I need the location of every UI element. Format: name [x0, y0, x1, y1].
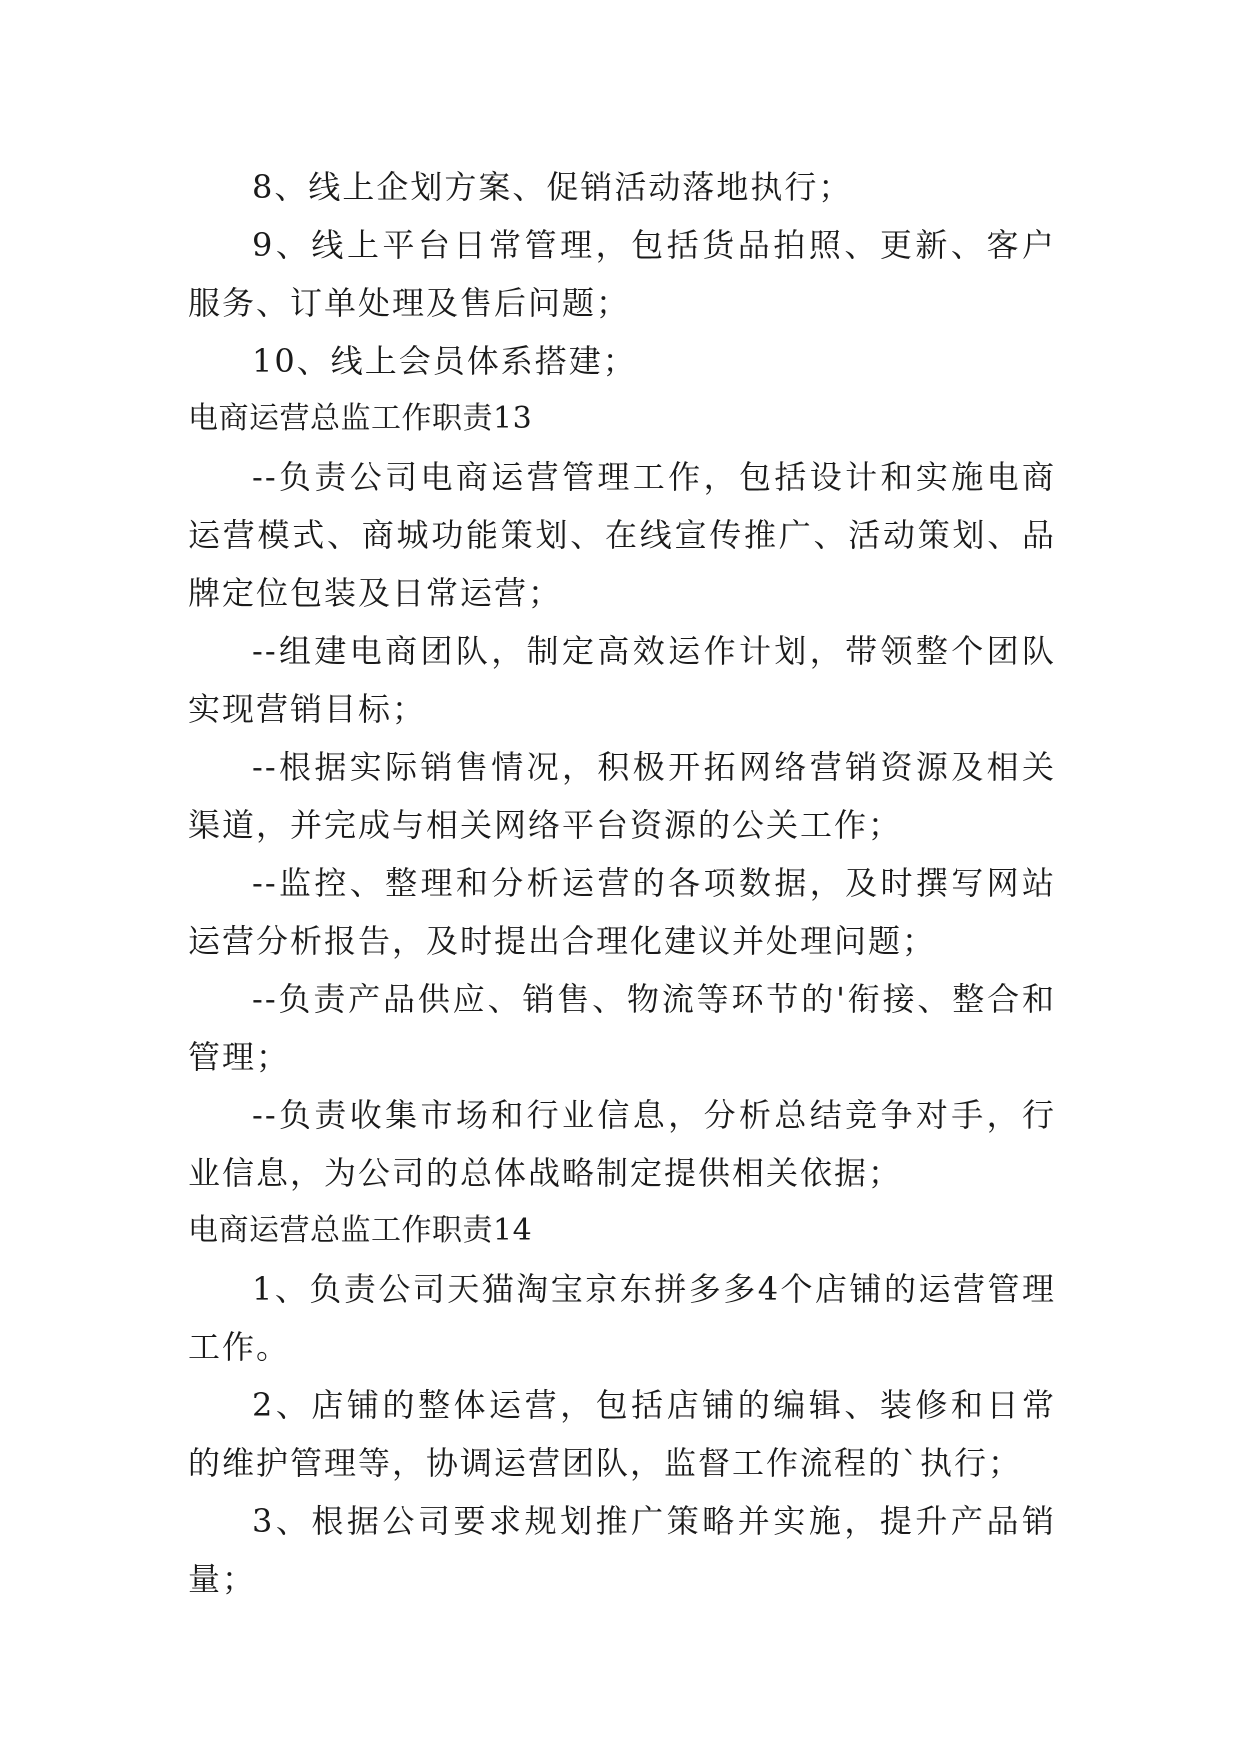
section-heading: 电商运营总监工作职责13 [188, 401, 533, 436]
list-item: 2、店铺的整体运营，包括店铺的编辑、装修和日常的维护管理等，协调运营团队，监督工作流程的`执行； [188, 1386, 1056, 1482]
list-item: 3、根据公司要求规划推广策略并实施，提升产品销量； [188, 1502, 1056, 1598]
list-item: --负责产品供应、销售、物流等环节的'衔接、整合和管理； [188, 980, 1056, 1076]
list-item: --负责公司电商运营管理工作，包括设计和实施电商运营模式、商城功能策划、在线宣传推广、活动策划、品牌定位包装及日常运营； [188, 458, 1056, 612]
section-heading: 电商运营总监工作职责14 [188, 1213, 533, 1248]
list-item: 10、线上会员体系搭建； [252, 342, 637, 380]
document-body [188, 158, 1056, 1608]
list-item: --监控、整理和分析运营的各项数据，及时撰写网站运营分析报告，及时提出合理化建议并处理问题； [188, 864, 1056, 960]
list-item: --负责收集市场和行业信息，分析总结竞争对手，行业信息，为公司的总体战略制定提供相关依据； [188, 1096, 1056, 1192]
list-item: --根据实际销售情况，积极开拓网络营销资源及相关渠道，并完成与相关网络平台资源的公关工作； [188, 748, 1056, 844]
list-item: 1、负责公司天猫淘宝京东拼多多4个店铺的运营管理工作。 [188, 1270, 1056, 1366]
list-item: 9、线上平台日常管理，包括货品拍照、更新、客户服务、订单处理及售后问题； [188, 226, 1056, 322]
list-item: 8、线上企划方案、促销活动落地执行； [252, 168, 853, 206]
list-item: --组建电商团队，制定高效运作计划，带领整个团队实现营销目标； [188, 632, 1056, 728]
